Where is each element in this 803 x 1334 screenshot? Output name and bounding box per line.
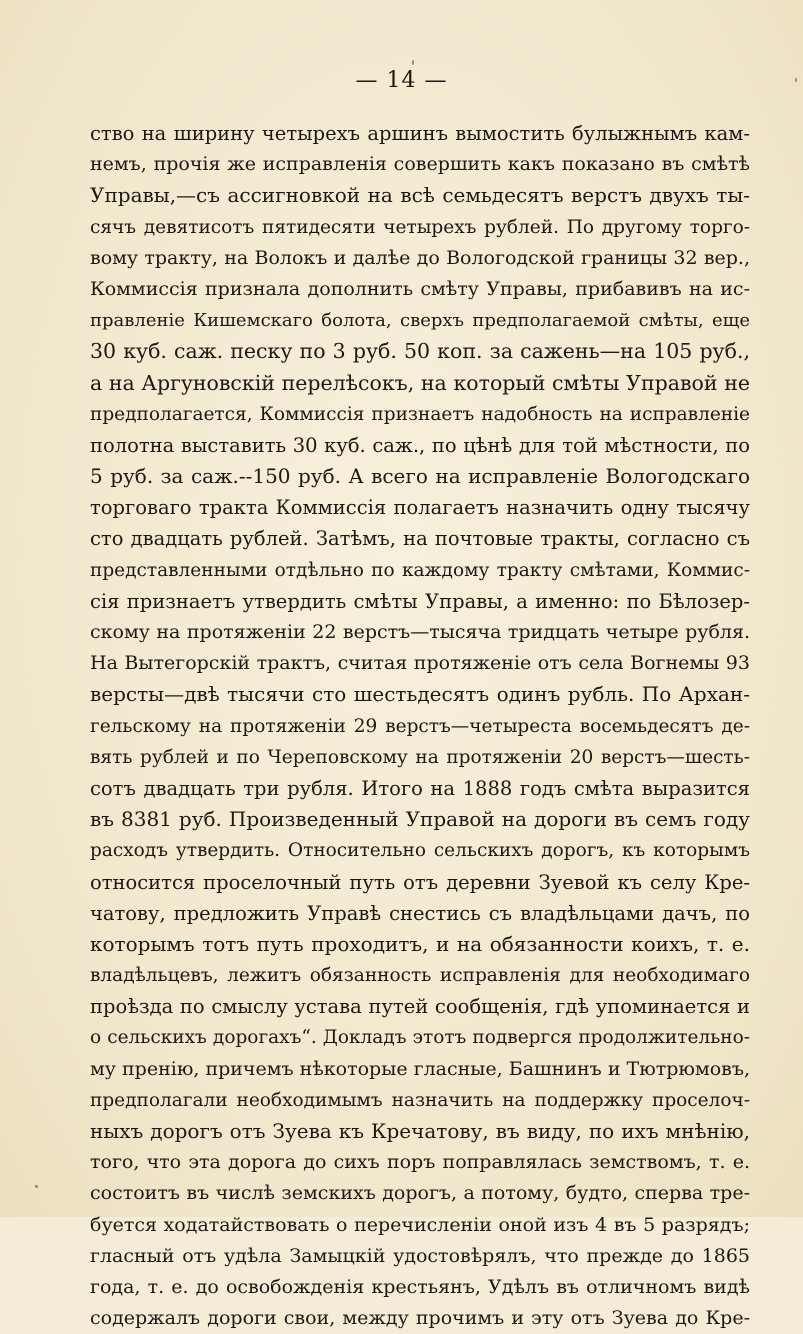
page-number: — 14 — xyxy=(355,68,448,93)
text-line: версты—двѣ тысячи сто шестьдесятъ одинъ рубль. По Архан- xyxy=(90,682,750,707)
text-line: состоитъ въ числѣ земскихъ дорогъ, а потому, будто, сперва тре- xyxy=(90,1182,750,1205)
text-line: сія признаетъ утвердить смѣты Управы, а именно: по Бѣлозер- xyxy=(90,589,750,613)
text-line: а на Аргуновскій перелѣсокъ, на который смѣты Управой не xyxy=(90,370,750,395)
text-line: му пренію, причемъ нѣкоторые гласные, Башнинъ и Тютрюмовъ, xyxy=(90,1057,750,1080)
text-line: содержалъ дороги свои, между прочимъ и эту отъ Зуева до Кре- xyxy=(90,1307,750,1330)
text-line: гельскому на протяженіи 29 верстъ—четыреста восемьдесятъ де- xyxy=(90,715,750,737)
text-line: вять рублей и по Череповскому на протяженіи 20 верстъ—шесть- xyxy=(90,746,750,768)
text-line: полотна выставить 30 куб. саж., по цѣнѣ для той мѣстности, по xyxy=(90,433,750,457)
text-line: торговаго тракта Коммиссія полагаетъ назначить одну тысячу xyxy=(90,496,750,520)
text-line: гласный отъ удѣла Замыцкій удостовѣрялъ, что прежде до 1865 xyxy=(90,1244,750,1267)
text-line: въ 8381 руб. Произведенный Управой на дороги въ семъ году xyxy=(90,807,750,832)
text-line: 5 руб. за саж.--150 руб. А всего на исправленіе Вологодскаго xyxy=(90,464,750,489)
text-line: сто двадцать рублей. Затѣмъ, на почтовые тракты, согласно съ xyxy=(90,527,750,551)
text-line: владѣльцевъ, лежитъ обязанность исправленія для необходимаго xyxy=(90,965,750,987)
text-line: Коммиссія признала дополнить смѣту Управы, прибавивъ на ис- xyxy=(90,277,750,300)
body-text xyxy=(90,118,750,1334)
text-line: того, что эта дорога до сихъ поръ поправлялась земствомъ, т. е. xyxy=(90,1151,750,1174)
text-line: проѣзда по смыслу устава путей сообщенія, гдѣ упоминается и xyxy=(90,995,750,1019)
paper-speck xyxy=(35,1185,38,1188)
paper-speck xyxy=(795,78,797,82)
text-line: года, т. е. до освобожденія крестьянъ, Удѣлъ въ отличномъ видѣ xyxy=(90,1275,750,1298)
text-line: немъ, прочія же исправленія совершить какъ показано въ смѣтѣ xyxy=(90,153,750,176)
paper-speck xyxy=(412,60,414,65)
text-line: ство на ширину четырехъ аршинъ вымостить булыжнымъ кам- xyxy=(90,122,750,145)
text-line: о сельскихъ дорогахъ“. Докладъ этотъ подвергся продолжительно- xyxy=(90,1027,750,1049)
text-line: скому на протяженіи 22 верстъ—тысяча тридцать четыре рубля. xyxy=(90,621,750,643)
text-line: относится проселочный путь отъ деревни Зуевой къ селу Кре- xyxy=(90,870,750,894)
text-line: буется ходатайствовать о перечисленіи оной изъ 4 въ 5 разрядъ; xyxy=(90,1213,750,1236)
text-line: предполагали необходимымъ назначить на поддержку проселоч- xyxy=(90,1089,750,1111)
text-line: вому тракту, на Волокъ и далѣе до Вологодской границы 32 вер., xyxy=(90,246,750,269)
text-line: сячъ девятисотъ пятидесяти четырехъ рублей. По другому торго- xyxy=(90,216,750,238)
text-line: чатову, предложить Управѣ снестись съ владѣльцами дачъ, по xyxy=(90,901,750,925)
text-line: 30 куб. саж. песку по 3 руб. 50 коп. за сажень—на 105 руб., xyxy=(90,339,750,364)
text-line: расходъ утвердить. Относительно сельскихъ дорогъ, къ которымъ xyxy=(90,840,750,862)
text-line: Управы,—съ ассигновкой на всѣ семьдесятъ верстъ двухъ ты- xyxy=(90,183,750,208)
text-line: сотъ двадцать три рубля. Итого на 1888 годъ смѣта выразится xyxy=(90,776,750,800)
text-line: представленными отдѣльно по каждому тракту смѣтами, Коммис- xyxy=(90,559,750,581)
text-line: ныхъ дорогъ отъ Зуева къ Кречатову, въ виду, по ихъ мнѣнію, xyxy=(90,1119,750,1143)
text-line: На Вытегорскій трактъ, считая протяженіе отъ села Вогнемы 93 xyxy=(90,652,750,675)
text-line: которымъ тотъ путь проходитъ, и на обязанности коихъ, т. е. xyxy=(90,931,750,956)
text-line: предполагается, Коммиссія признаетъ надобность на исправленіе xyxy=(90,403,750,425)
text-line: правленіе Кишемскаго болота, сверхъ предполагаемой смѣты, еще xyxy=(90,310,750,332)
